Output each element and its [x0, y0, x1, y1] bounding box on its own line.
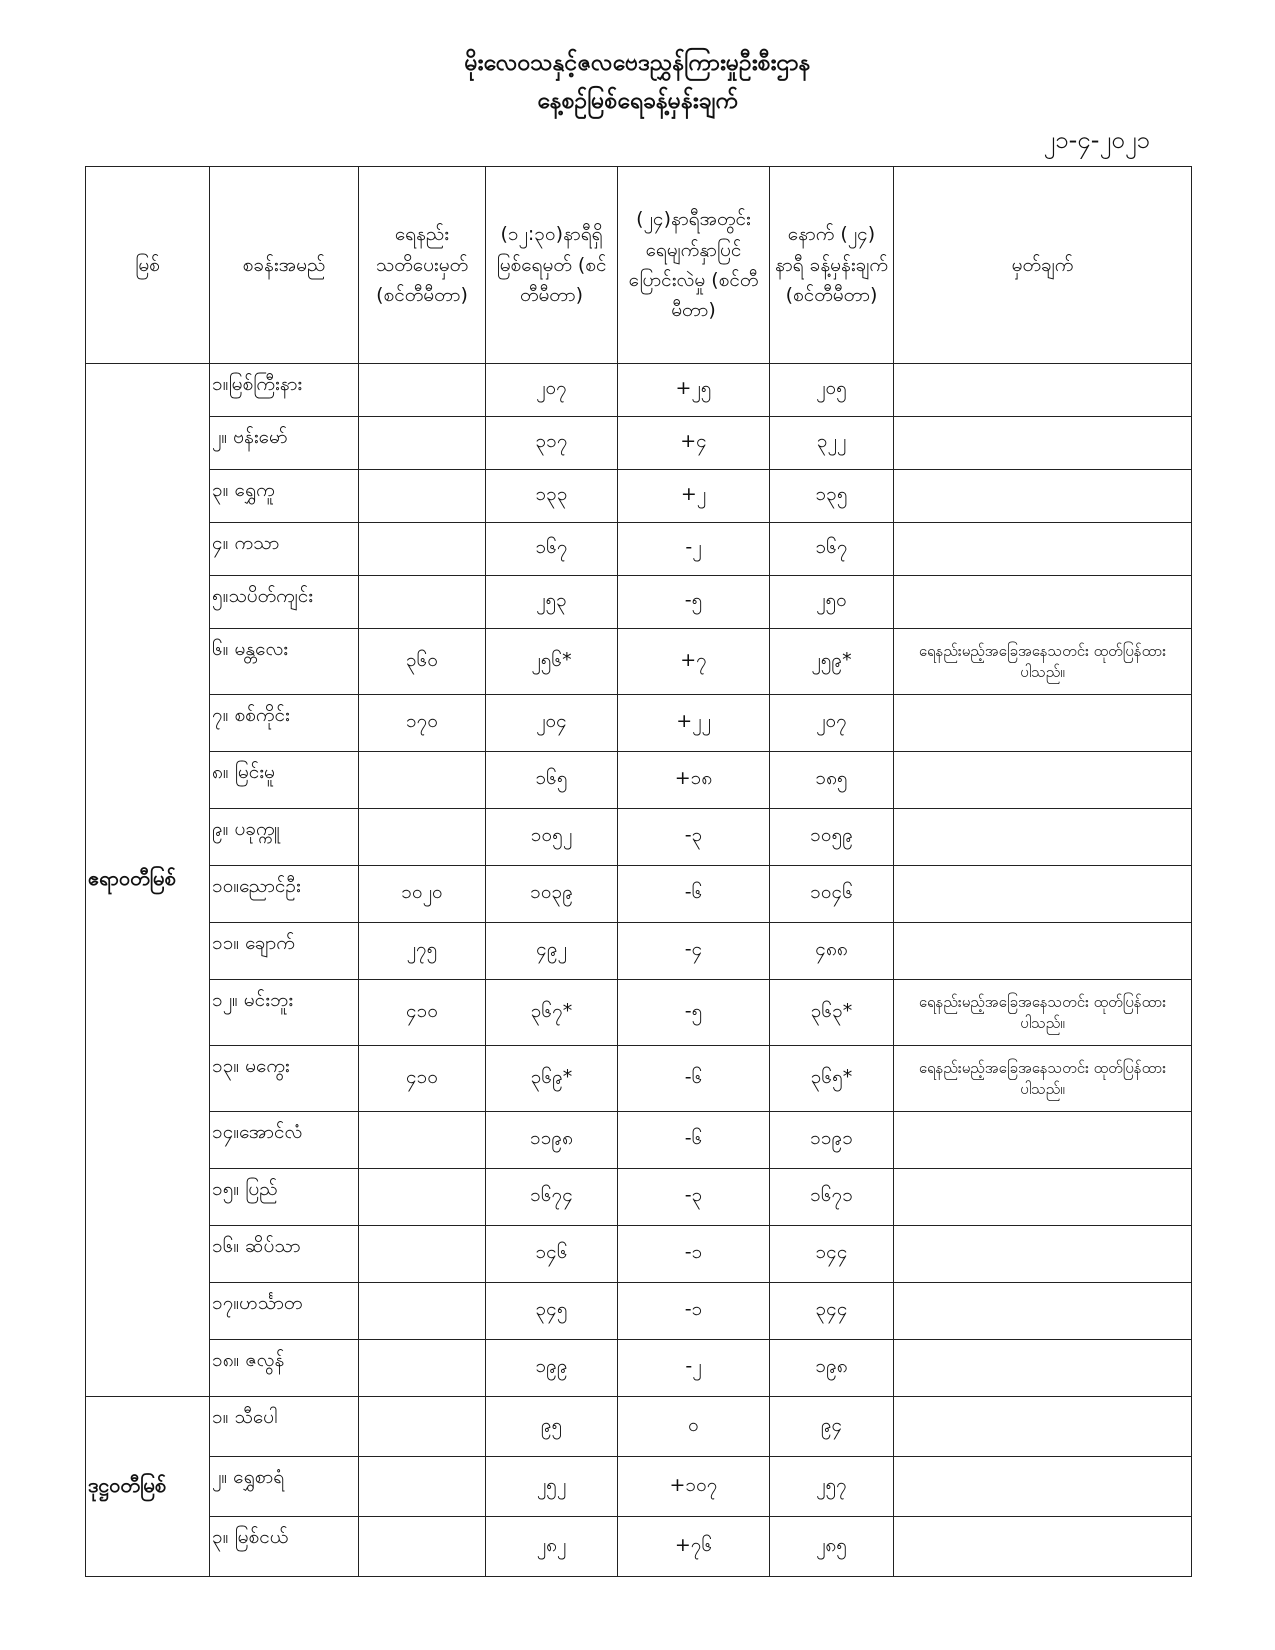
remark	[894, 1112, 1192, 1169]
document-subtitle: နေ့စဉ်မြစ်ရေခန့်မှန်းချက်	[537, 88, 738, 114]
table-row	[86, 923, 1192, 980]
remark	[894, 1340, 1192, 1397]
water-level: ၁၆၇	[486, 523, 618, 576]
remark	[894, 576, 1192, 629]
remark	[894, 1457, 1192, 1517]
table-row	[86, 523, 1192, 576]
warning-level	[359, 809, 486, 866]
remark	[894, 1169, 1192, 1226]
forecast-level: ၁၆၇၁	[770, 1169, 894, 1226]
water-level: ၃၆၉*	[486, 1046, 618, 1112]
warning-level: ၂၇၅	[359, 923, 486, 980]
forecast-level: ၂၅၉*	[770, 629, 894, 695]
level-change: +၂၂	[618, 695, 770, 752]
table-row	[86, 364, 1192, 417]
header-station: စခန်းအမည်	[210, 167, 359, 364]
remark: ရေနည်းမည့်အခြေအနေသတင်း ထုတ်ပြန်ထားပါသည်။	[894, 629, 1192, 695]
forecast-level: ၂၅၀	[770, 576, 894, 629]
level-change: +၁၀၇	[618, 1457, 770, 1517]
table-row	[86, 695, 1192, 752]
water-level: ၁၉၉	[486, 1340, 618, 1397]
water-level: ၁၆၇၄	[486, 1169, 618, 1226]
level-change: -၅	[618, 980, 770, 1046]
table-body	[86, 364, 1192, 1577]
forecast-level: ၁၆၇	[770, 523, 894, 576]
table-row	[86, 1169, 1192, 1226]
level-change: -၂	[618, 523, 770, 576]
forecast-level: ၁၄၄	[770, 1226, 894, 1283]
table-row	[86, 417, 1192, 470]
level-change: +၂၅	[618, 364, 770, 417]
level-change: ၀	[618, 1397, 770, 1457]
warning-level	[359, 523, 486, 576]
forecast-level: ၁၈၅	[770, 752, 894, 809]
water-level: ၁၀၅၂	[486, 809, 618, 866]
remark	[894, 364, 1192, 417]
document-title: မိုးလေဝသနှင့်ဇလဗေဒညွှန်ကြားမှုဦးစီးဌာန	[464, 50, 811, 76]
level-change: +၁၈	[618, 752, 770, 809]
warning-level	[359, 576, 486, 629]
station-name: ၈။ မြင်းမူ	[210, 752, 359, 809]
warning-level	[359, 470, 486, 523]
warning-level	[359, 752, 486, 809]
table-row	[86, 1112, 1192, 1169]
station-name: ၂။ ဗန်းမော်	[210, 417, 359, 470]
header-forecast: နောက် (၂၄) နာရီ ခန့်မှန်းချက် (စင်တီမီတာ)	[770, 167, 894, 364]
water-level: ၁၁၉၈	[486, 1112, 618, 1169]
station-name: ၄။ ကသာ	[210, 523, 359, 576]
forecast-level: ၃၆၃*	[770, 980, 894, 1046]
table-row	[86, 470, 1192, 523]
water-level: ၃၁၇	[486, 417, 618, 470]
remark	[894, 752, 1192, 809]
warning-level: ၄၁၀	[359, 980, 486, 1046]
level-change: -၅	[618, 576, 770, 629]
remark: ရေနည်းမည့်အခြေအနေသတင်း ထုတ်ပြန်ထားပါသည်။	[894, 980, 1192, 1046]
station-name: ၁၇။ဟင်္သာတ	[210, 1283, 359, 1340]
table-row	[86, 1283, 1192, 1340]
table-header-row	[86, 167, 1192, 364]
water-level: ၃၄၅	[486, 1283, 618, 1340]
remark	[894, 1283, 1192, 1340]
forecast-level: ၃၆၅*	[770, 1046, 894, 1112]
level-change: -၆	[618, 1046, 770, 1112]
table-row	[86, 752, 1192, 809]
table-row	[86, 576, 1192, 629]
station-name: ၁၄။အောင်လံ	[210, 1112, 359, 1169]
water-level: ၁၃၃	[486, 470, 618, 523]
level-change: +၇၆	[618, 1517, 770, 1577]
station-name: ၅။သပိတ်ကျင်း	[210, 576, 359, 629]
station-name: ၁။မြစ်ကြီးနား	[210, 364, 359, 417]
warning-level	[359, 1283, 486, 1340]
station-name: ၁၆။ ဆိပ်သာ	[210, 1226, 359, 1283]
river-name: ဧရာဝတီမြစ်	[86, 364, 210, 1397]
level-change: -၂	[618, 1340, 770, 1397]
header-remark: မှတ်ချက်	[894, 167, 1192, 364]
station-name: ၂။ ရွှေစာရံ	[210, 1457, 359, 1517]
table-row	[86, 1397, 1192, 1457]
station-name: ၆။ မန္တလေး	[210, 629, 359, 695]
remark	[894, 923, 1192, 980]
forecast-level: ၃၄၄	[770, 1283, 894, 1340]
level-change: -၁	[618, 1226, 770, 1283]
forecast-level: ၂၅၇	[770, 1457, 894, 1517]
table-row	[86, 629, 1192, 695]
water-level: ၃၆၇*	[486, 980, 618, 1046]
table-row	[86, 1340, 1192, 1397]
table-row	[86, 1226, 1192, 1283]
forecast-level: ၂၀၇	[770, 695, 894, 752]
station-name: ၁၈။ ဇလွန်	[210, 1340, 359, 1397]
forecast-level: ၂၀၅	[770, 364, 894, 417]
table-row	[86, 980, 1192, 1046]
header-warning-level: ရေနည်း သတိပေးမှတ် (စင်တီမီတာ)	[359, 167, 486, 364]
forecast-level: ၂၈၅	[770, 1517, 894, 1577]
table-row	[86, 1046, 1192, 1112]
forecast-level: ၁၀၅၉	[770, 809, 894, 866]
river-forecast-table	[85, 166, 1192, 1577]
header-water-level: (၁၂:၃၀)နာရီရှိ မြစ်ရေမှတ် (စင်တီမီတာ)	[486, 167, 618, 364]
table-row	[86, 809, 1192, 866]
station-name: ၁။ သီပေါ	[210, 1397, 359, 1457]
station-name: ၇။ စစ်ကိုင်း	[210, 695, 359, 752]
warning-level	[359, 1457, 486, 1517]
station-name: ၃။ ရွှေကူ	[210, 470, 359, 523]
water-level: ၉၅	[486, 1397, 618, 1457]
level-change: -၄	[618, 923, 770, 980]
report-date: ၂၁-၄-၂၀၂၁	[1043, 126, 1150, 154]
forecast-level: ၁၃၅	[770, 470, 894, 523]
station-name: ၁၃။ မကွေး	[210, 1046, 359, 1112]
station-name: ၉။ ပခုက္ကူ	[210, 809, 359, 866]
forecast-level: ၄၈၈	[770, 923, 894, 980]
water-level: ၁၆၅	[486, 752, 618, 809]
level-change: -၆	[618, 866, 770, 923]
level-change: +၂	[618, 470, 770, 523]
level-change: -၃	[618, 1169, 770, 1226]
warning-level: ၁၀၂၀	[359, 866, 486, 923]
water-level: ၂၈၂	[486, 1517, 618, 1577]
level-change: -၁	[618, 1283, 770, 1340]
water-level: ၁၄၆	[486, 1226, 618, 1283]
warning-level: ၁၇၀	[359, 695, 486, 752]
remark: ရေနည်းမည့်အခြေအနေသတင်း ထုတ်ပြန်ထားပါသည်။	[894, 1046, 1192, 1112]
warning-level	[359, 1226, 486, 1283]
warning-level	[359, 417, 486, 470]
warning-level	[359, 1340, 486, 1397]
warning-level	[359, 1517, 486, 1577]
warning-level	[359, 1169, 486, 1226]
remark	[894, 866, 1192, 923]
warning-level	[359, 1112, 486, 1169]
warning-level: ၄၁၀	[359, 1046, 486, 1112]
water-level: ၁၀၃၉	[486, 866, 618, 923]
remark	[894, 1517, 1192, 1577]
remark	[894, 417, 1192, 470]
header-river: မြစ်	[86, 167, 210, 364]
table-row	[86, 1457, 1192, 1517]
remark	[894, 695, 1192, 752]
level-change: -၆	[618, 1112, 770, 1169]
remark	[894, 470, 1192, 523]
forecast-level: ၁၀၄၆	[770, 866, 894, 923]
station-name: ၁၂။ မင်းဘူး	[210, 980, 359, 1046]
river-name: ဒုဋ္ဌဝတီမြစ်	[86, 1397, 210, 1577]
water-level: ၂၅၆*	[486, 629, 618, 695]
forecast-level: ၁၁၉၁	[770, 1112, 894, 1169]
warning-level	[359, 1397, 486, 1457]
level-change: +၇	[618, 629, 770, 695]
remark	[894, 523, 1192, 576]
warning-level: ၃၆၀	[359, 629, 486, 695]
station-name: ၁၁။ ချောက်	[210, 923, 359, 980]
station-name: ၃။ မြစ်ငယ်	[210, 1517, 359, 1577]
forecast-level: ၁၉၈	[770, 1340, 894, 1397]
station-name: ၁၅။ ပြည်	[210, 1169, 359, 1226]
table-row	[86, 1517, 1192, 1577]
level-change: -၃	[618, 809, 770, 866]
water-level: ၄၉၂	[486, 923, 618, 980]
forecast-level: ၉၄	[770, 1397, 894, 1457]
water-level: ၂၅၃	[486, 576, 618, 629]
remark	[894, 1226, 1192, 1283]
warning-level	[359, 364, 486, 417]
water-level: ၂၀၄	[486, 695, 618, 752]
header-24h-change: (၂၄)နာရီအတွင်း ရေမျက်နှာပြင် ပြောင်းလဲမှု (စင်တီမီတာ)	[618, 167, 770, 364]
station-name: ၁၀။ညောင်ဦး	[210, 866, 359, 923]
remark	[894, 809, 1192, 866]
remark	[894, 1397, 1192, 1457]
level-change: +၄	[618, 417, 770, 470]
water-level: ၂၀၇	[486, 364, 618, 417]
forecast-level: ၃၂၂	[770, 417, 894, 470]
table-row	[86, 866, 1192, 923]
water-level: ၂၅၂	[486, 1457, 618, 1517]
